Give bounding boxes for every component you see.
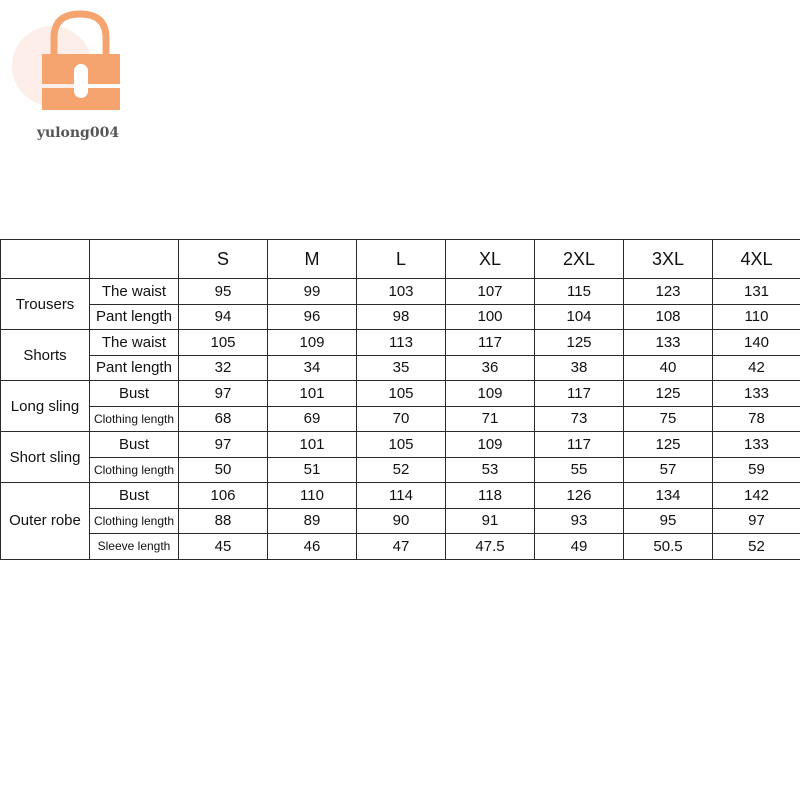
measurement-value: 32 bbox=[179, 355, 268, 381]
measurement-value: 88 bbox=[179, 508, 268, 534]
corner-cell bbox=[90, 240, 179, 279]
measurement-value: 105 bbox=[357, 432, 446, 458]
measurement-value: 57 bbox=[624, 457, 713, 483]
table-row bbox=[1, 457, 800, 483]
measurement-value: 109 bbox=[446, 381, 535, 407]
measurement-value: 35 bbox=[357, 355, 446, 381]
measurement-value: 40 bbox=[624, 355, 713, 381]
measurement-value: 110 bbox=[713, 304, 800, 330]
measurement-value: 97 bbox=[179, 381, 268, 407]
measurement-value: 69 bbox=[268, 406, 357, 432]
brand-logo bbox=[10, 8, 130, 141]
corner-cell bbox=[1, 240, 90, 279]
size-header: M bbox=[268, 240, 357, 279]
measurement-value: 50.5 bbox=[624, 534, 713, 560]
measurement-value: 52 bbox=[357, 457, 446, 483]
measurement-value: 106 bbox=[179, 483, 268, 509]
measurement-value: 96 bbox=[268, 304, 357, 330]
measurement-value: 105 bbox=[179, 330, 268, 356]
measurement-value: 118 bbox=[446, 483, 535, 509]
measurement-label: Bust bbox=[90, 483, 179, 509]
measurement-value: 78 bbox=[713, 406, 800, 432]
measurement-label: The waist bbox=[90, 279, 179, 305]
measurement-value: 73 bbox=[535, 406, 624, 432]
measurement-value: 94 bbox=[179, 304, 268, 330]
measurement-label: Clothing length bbox=[90, 508, 179, 534]
measurement-label: Pant length bbox=[90, 355, 179, 381]
header-row bbox=[1, 240, 800, 279]
measurement-value: 108 bbox=[624, 304, 713, 330]
measurement-label: The waist bbox=[90, 330, 179, 356]
measurement-value: 38 bbox=[535, 355, 624, 381]
table-row bbox=[1, 534, 800, 560]
measurement-value: 125 bbox=[535, 330, 624, 356]
table-row bbox=[1, 381, 800, 407]
measurement-value: 140 bbox=[713, 330, 800, 356]
measurement-value: 71 bbox=[446, 406, 535, 432]
measurement-value: 49 bbox=[535, 534, 624, 560]
size-chart-table bbox=[0, 239, 800, 560]
measurement-value: 133 bbox=[713, 381, 800, 407]
measurement-value: 101 bbox=[268, 381, 357, 407]
measurement-value: 133 bbox=[624, 330, 713, 356]
size-header: S bbox=[179, 240, 268, 279]
measurement-value: 100 bbox=[446, 304, 535, 330]
measurement-value: 46 bbox=[268, 534, 357, 560]
measurement-value: 110 bbox=[268, 483, 357, 509]
measurement-value: 104 bbox=[535, 304, 624, 330]
measurement-value: 47 bbox=[357, 534, 446, 560]
measurement-value: 91 bbox=[446, 508, 535, 534]
garment-category: Trousers bbox=[1, 279, 90, 330]
measurement-value: 98 bbox=[357, 304, 446, 330]
measurement-value: 109 bbox=[268, 330, 357, 356]
measurement-value: 47.5 bbox=[446, 534, 535, 560]
measurement-value: 75 bbox=[624, 406, 713, 432]
brand-name: yulong004 bbox=[36, 125, 120, 141]
table-row bbox=[1, 304, 800, 330]
measurement-label: Sleeve length bbox=[90, 534, 179, 560]
measurement-value: 97 bbox=[179, 432, 268, 458]
measurement-value: 52 bbox=[713, 534, 800, 560]
measurement-value: 93 bbox=[535, 508, 624, 534]
measurement-value: 133 bbox=[713, 432, 800, 458]
table-row bbox=[1, 483, 800, 509]
size-header: 4XL bbox=[713, 240, 800, 279]
measurement-value: 45 bbox=[179, 534, 268, 560]
measurement-value: 117 bbox=[446, 330, 535, 356]
measurement-value: 125 bbox=[624, 381, 713, 407]
measurement-value: 89 bbox=[268, 508, 357, 534]
table-row bbox=[1, 406, 800, 432]
measurement-value: 53 bbox=[446, 457, 535, 483]
measurement-value: 117 bbox=[535, 432, 624, 458]
measurement-value: 99 bbox=[268, 279, 357, 305]
measurement-value: 101 bbox=[268, 432, 357, 458]
table-row bbox=[1, 279, 800, 305]
measurement-value: 117 bbox=[535, 381, 624, 407]
measurement-value: 115 bbox=[535, 279, 624, 305]
measurement-value: 68 bbox=[179, 406, 268, 432]
measurement-value: 55 bbox=[535, 457, 624, 483]
measurement-value: 113 bbox=[357, 330, 446, 356]
table-row bbox=[1, 508, 800, 534]
measurement-value: 95 bbox=[179, 279, 268, 305]
measurement-value: 50 bbox=[179, 457, 268, 483]
measurement-value: 70 bbox=[357, 406, 446, 432]
measurement-value: 123 bbox=[624, 279, 713, 305]
measurement-value: 42 bbox=[713, 355, 800, 381]
measurement-value: 125 bbox=[624, 432, 713, 458]
measurement-value: 51 bbox=[268, 457, 357, 483]
measurement-value: 103 bbox=[357, 279, 446, 305]
measurement-value: 134 bbox=[624, 483, 713, 509]
measurement-value: 131 bbox=[713, 279, 800, 305]
measurement-value: 109 bbox=[446, 432, 535, 458]
measurement-value: 36 bbox=[446, 355, 535, 381]
measurement-label: Clothing length bbox=[90, 457, 179, 483]
size-header: XL bbox=[446, 240, 535, 279]
size-header: 2XL bbox=[535, 240, 624, 279]
garment-category: Shorts bbox=[1, 330, 90, 381]
table-row bbox=[1, 355, 800, 381]
size-header: 3XL bbox=[624, 240, 713, 279]
measurement-label: Pant length bbox=[90, 304, 179, 330]
measurement-value: 95 bbox=[624, 508, 713, 534]
garment-category: Long sling bbox=[1, 381, 90, 432]
table-row bbox=[1, 432, 800, 458]
measurement-value: 97 bbox=[713, 508, 800, 534]
measurement-value: 34 bbox=[268, 355, 357, 381]
handbag-icon bbox=[10, 8, 130, 118]
measurement-value: 114 bbox=[357, 483, 446, 509]
measurement-label: Clothing length bbox=[90, 406, 179, 432]
measurement-value: 126 bbox=[535, 483, 624, 509]
garment-category: Short sling bbox=[1, 432, 90, 483]
measurement-label: Bust bbox=[90, 381, 179, 407]
measurement-value: 107 bbox=[446, 279, 535, 305]
table-row bbox=[1, 330, 800, 356]
measurement-value: 90 bbox=[357, 508, 446, 534]
measurement-value: 105 bbox=[357, 381, 446, 407]
measurement-value: 59 bbox=[713, 457, 800, 483]
garment-category: Outer robe bbox=[1, 483, 90, 560]
measurement-label: Bust bbox=[90, 432, 179, 458]
size-header: L bbox=[357, 240, 446, 279]
measurement-value: 142 bbox=[713, 483, 800, 509]
